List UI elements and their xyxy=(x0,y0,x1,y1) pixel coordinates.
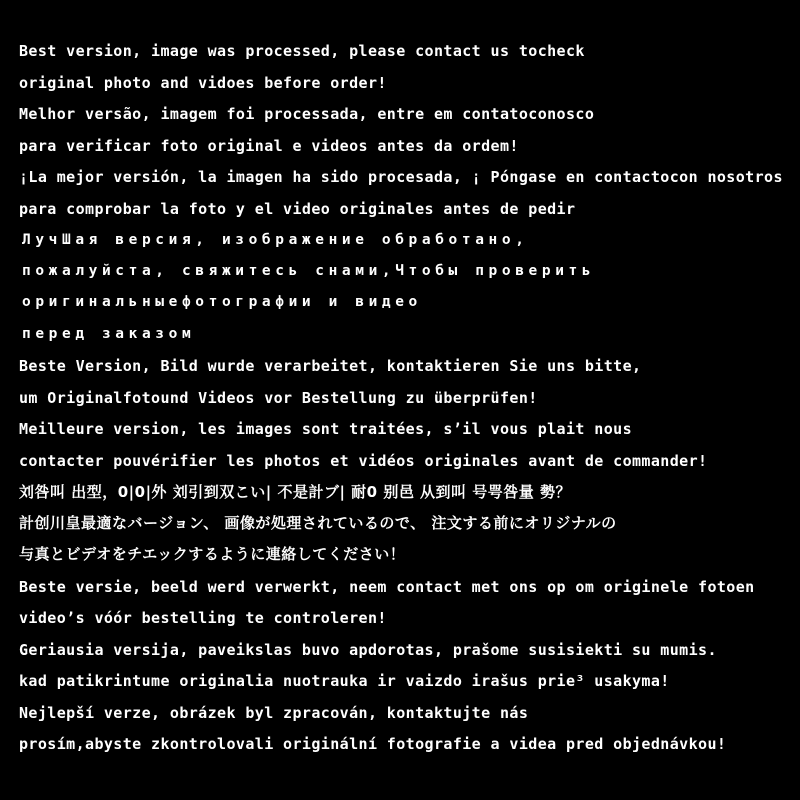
notice-line-french-2: contacter pouvérifier les photos et vidéos originales avant de commander! xyxy=(19,452,708,470)
notice-line-portuguese-1: Melhor versão, imagem foi processada, entre em contatoconosco xyxy=(19,105,595,123)
notice-line-german-1: Beste Version, Bild wurde verarbeitet, kontaktieren Sie uns bitte, xyxy=(19,357,642,375)
notice-line-portuguese-2: para verificar foto original e videos antes da ordem! xyxy=(19,137,519,155)
notice-line-lithuanian-1: Geriausia versija, paveikslas buvo apdorotas, prašome susisiekti su mumis. xyxy=(19,641,717,659)
notice-line-spanish-1: ¡La mejor versión, la imagen ha sido procesada, ¡ Póngase en contactocon nosotros xyxy=(19,168,783,186)
notice-line-czech-2: prosím,abyste zkontrolovali originální fotografie a videa pred objednávkou! xyxy=(19,735,727,753)
notice-line-german-2: um Originalfotound Videos vor Bestellung zu überprüfen! xyxy=(19,389,538,407)
notice-line-russian-3: оригинальныефотографии и видео xyxy=(22,294,422,310)
notice-line-dutch-2: video’s vóór bestelling te controleren! xyxy=(19,609,387,627)
notice-line-russian-1: ЛучШая версия, изображение обработано, xyxy=(22,232,529,248)
notice-line-russian-4: перед заказом xyxy=(22,326,196,342)
notice-line-czech-1: Nejlepší verze, obrázek byl zpracován, kontaktujte nás xyxy=(19,704,529,722)
notice-line-dutch-1: Beste versie, beeld werd verwerkt, neem contact met ons op om originele fotoen xyxy=(19,578,755,596)
notice-line-french-1: Meilleure version, les images sont traitées, s’il vous plait nous xyxy=(19,420,632,438)
notice-line-russian-2: пожалуйста, свяжитесь снами,Чтобы проверить xyxy=(22,263,596,279)
multilingual-notice xyxy=(19,36,794,776)
notice-line-japanese-2: 与真とビデオをチエックするように連絡してください！ xyxy=(19,545,406,563)
notice-line-lithuanian-2: kad patikrintume originalia nuotrauka ir vaizdo irašus prie³ usakyma! xyxy=(19,672,670,690)
notice-line-spanish-2: para comprobar la foto y el video originales antes de pedir xyxy=(19,200,576,218)
notice-line-japanese-1: 計创川皇最適なバージョン、 画像が処理されているので、 注文する前にオリジナルの xyxy=(19,514,617,532)
notice-line-english-2: original photo and vidoes before order! xyxy=(19,74,387,92)
notice-line-korean: 刘咎叫 出型，0|0|外 刘引到双こい| 不是計ブ| 耐0 别邑 从到叫 号咢咎量 勢？ xyxy=(19,483,572,501)
notice-line-english-1: Best version, image was processed, please contact us tocheck xyxy=(19,42,585,60)
